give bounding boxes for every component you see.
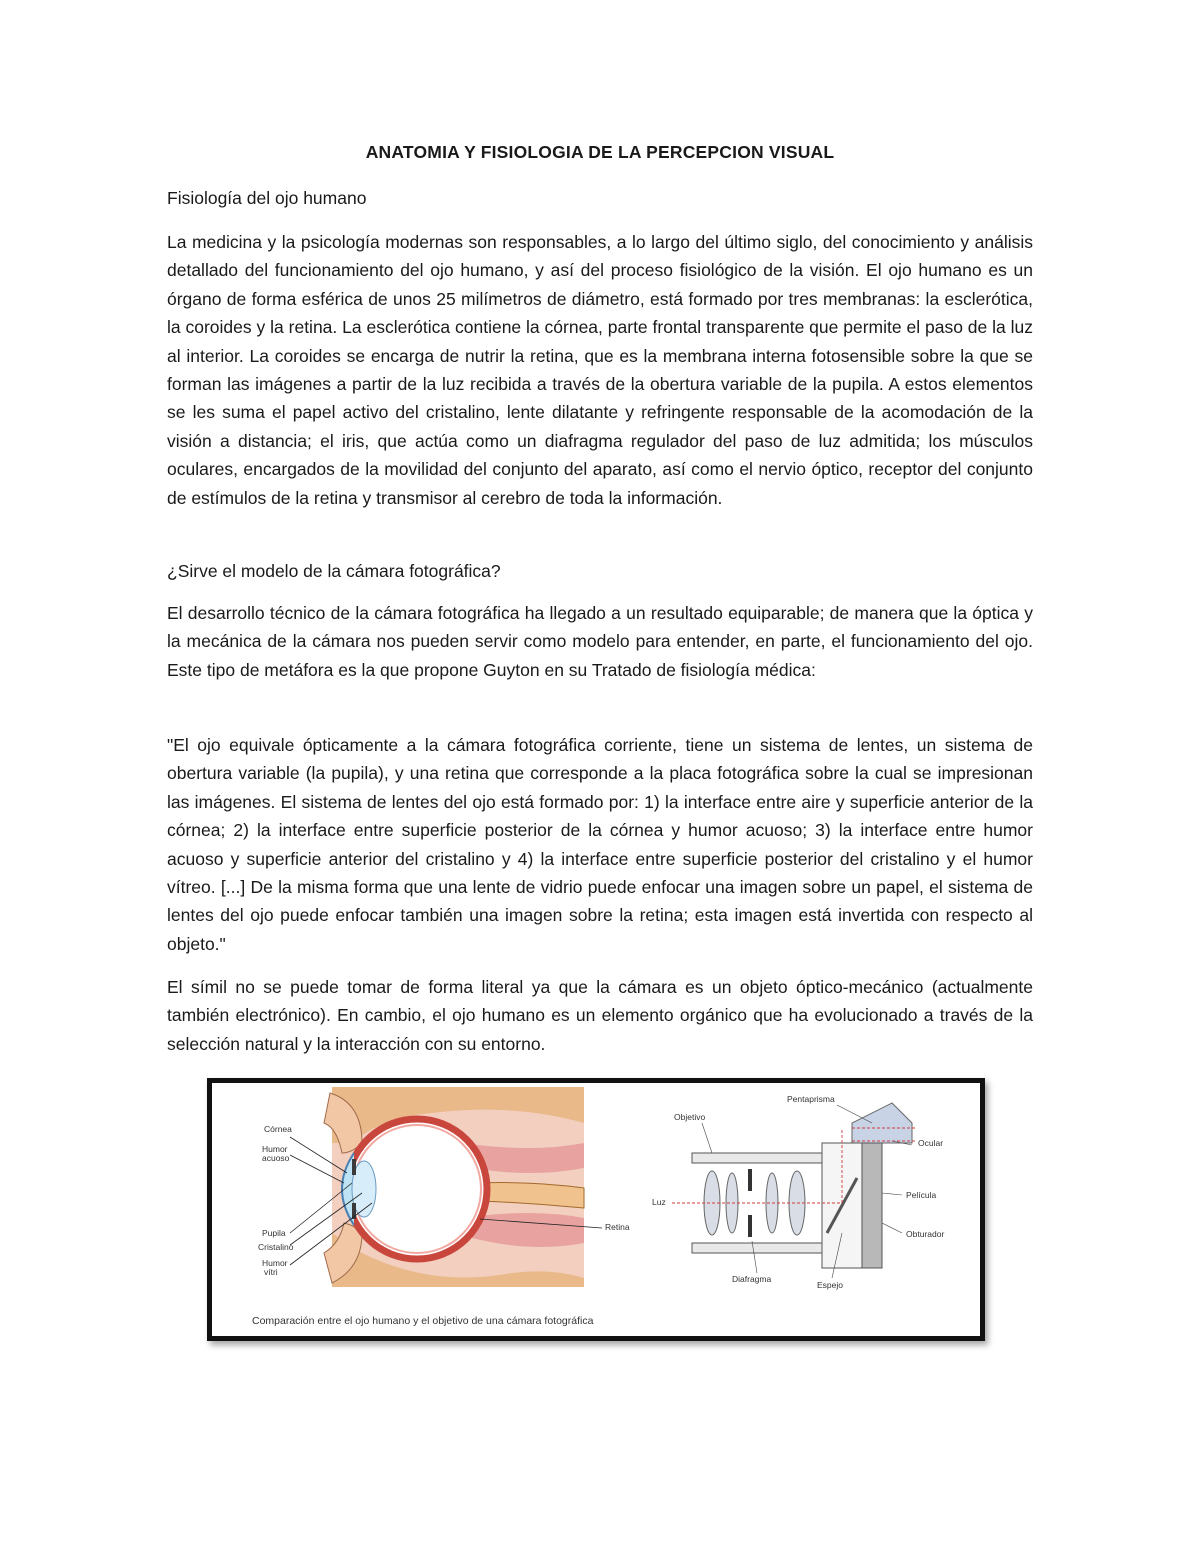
camera-body-back	[862, 1143, 882, 1268]
label-diaphragm: Diafragma	[732, 1274, 772, 1284]
figure-caption: Comparación entre el ojo humano y el objetivo de una cámara fotográfica	[252, 1315, 594, 1327]
label-pentaprism: Pentaprisma	[787, 1094, 835, 1104]
eye-diagram	[290, 1087, 602, 1287]
diaphragm-lower	[748, 1215, 752, 1237]
paragraph-camera-development: El desarrollo técnico de la cámara fotográfica ha llegado a un resultado equiparable; de manera que la óptica y la mecánica de la cámara nos pueden servir como modelo para entender, en parte, el funcionamiento del ojo. Este tipo de metáfora es la que propone Guyton en su Tratado de fisiología médica:	[167, 603, 1033, 680]
label-mirror: Espejo	[817, 1280, 843, 1290]
diaphragm-upper	[748, 1169, 752, 1191]
label-light: Luz	[652, 1197, 666, 1207]
document-title: ANATOMIA Y FISIOLOGIA DE LA PERCEPCION VISUAL	[365, 142, 835, 162]
guyton-quote: "El ojo equivale ópticamente a la cámara fotográfica corriente, tiene un sistema de lentes, un sistema de obertura variable (la pupila), y una retina que corresponde a la placa fotográfica sobre la cual se impresionan las imágenes. El sistema de lentes del ojo está formado por: 1) la interface entre aire y superficie anterior de la córnea; 2) la interface entre superficie posterior de la córnea y humor acuoso; 3) la interface entre humor acuoso y superficie anterior del cristalino y 4) la interface entre superficie posterior del cristalino y el humor vítreo. [...] De la misma forma que una lente de vidrio puede enfocar una imagen sobre un papel, el sistema de lentes del ojo puede enfocar también una imagen sobre la retina; esta imagen está invertida con respecto al objeto."	[167, 735, 1033, 954]
label-shutter: Obturador	[906, 1229, 945, 1239]
eye-camera-comparison-figure	[207, 1078, 985, 1341]
label-cornea: Córnea	[264, 1124, 292, 1134]
paragraph-eye-physiology: La medicina y la psicología modernas son responsables, a lo largo del último siglo, del conocimiento y análisis detallado del funcionamiento del ojo humano, y así del proceso fisiológico de la visión. El ojo humano es un órgano de forma esférica de unos 25 milímetros de diámetro, está formado por tres membranas: la esclerótica, la coroides y la retina. La esclerótica contiene la córnea, parte frontal transparente que permite el paso de la luz al interior. La coroides se encarga de nutrir la retina, que es la membrana interna fotosensible sobre la que se forman las imágenes a partir de la luz recibida a través de la obertura variable de la pupila. A estos elementos se les suma el papel activo del cristalino, lente dilatante y refringente responsable de la acomodación de la visión a distancia; el iris, que actúa como un diafragma regulador del paso de luz admitida; los músculos oculares, encargados de la movilidad del conjunto del aparato, así como el nervio óptico, receptor del conjunto de estímulos de la retina y transmisor al cerebro de toda la información.	[167, 232, 1033, 508]
label-aqueous-humor-line1: Humor	[262, 1144, 288, 1154]
section-heading-physiology: Fisiología del ojo humano	[167, 188, 367, 208]
objective-barrel-top	[692, 1153, 822, 1163]
figure-illustration	[212, 1083, 980, 1336]
label-pupil: Pupila	[262, 1228, 286, 1238]
camera-diagram	[672, 1103, 917, 1278]
label-film: Película	[906, 1190, 937, 1200]
section-heading-camera-model: ¿Sirve el modelo de la cámara fotográfica?	[167, 561, 501, 581]
label-retina: Retina	[605, 1222, 630, 1232]
objective-barrel-bottom	[692, 1243, 822, 1253]
label-objective: Objetivo	[674, 1112, 706, 1122]
label-aqueous-humor-line2: acuoso	[262, 1153, 290, 1163]
label-vitreous-humor-line2: vítri	[264, 1267, 278, 1277]
pentaprism	[822, 1103, 912, 1143]
label-eyepiece: Ocular	[918, 1138, 944, 1148]
paragraph-simile: El símil no se puede tomar de forma literal ya que la cámara es un objeto óptico-mecánico (actualmente también electrónico). En cambio, el ojo humano es un elemento orgánico que ha evolucionado a través de la selección natural y la interacción con su entorno.	[167, 977, 1033, 1054]
label-crystalline-lens: Cristalino	[258, 1242, 294, 1252]
label-vitreous-humor-line1: Humor	[262, 1258, 288, 1268]
iris-upper	[352, 1159, 356, 1175]
